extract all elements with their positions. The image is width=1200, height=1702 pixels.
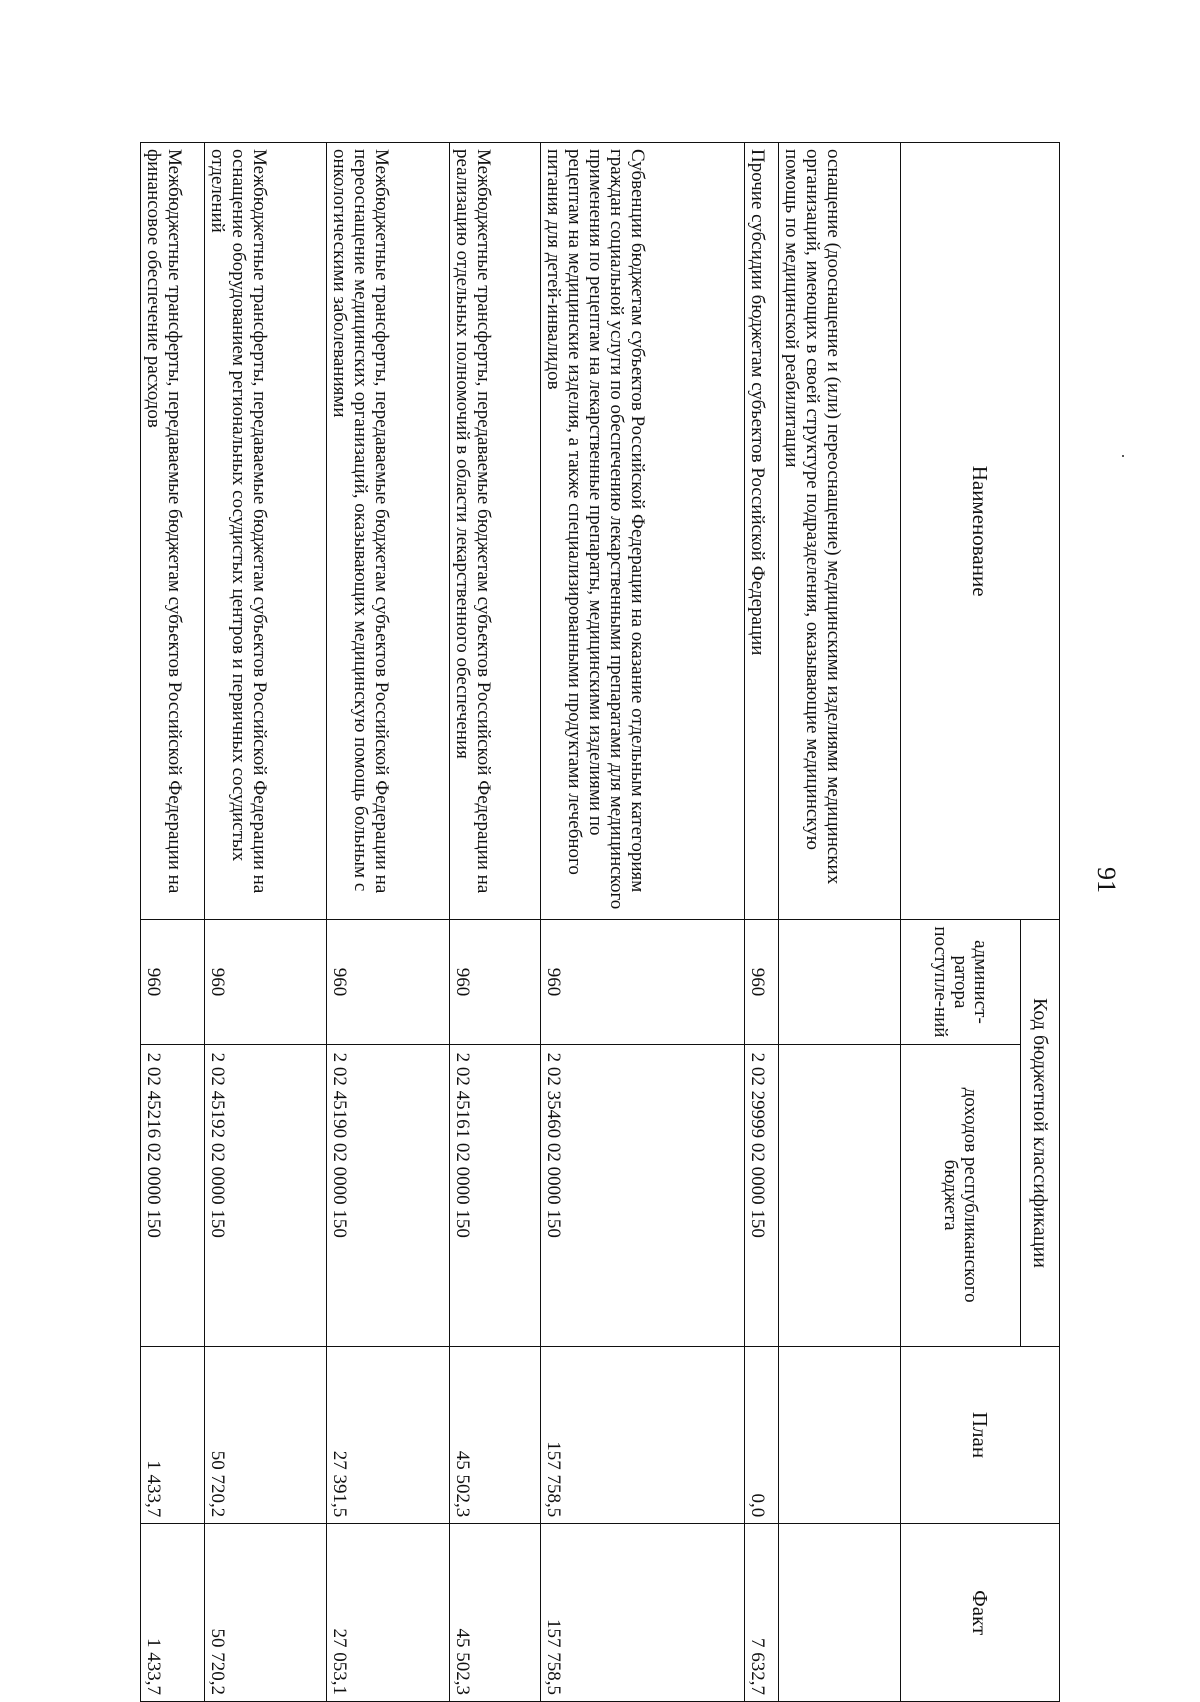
table-row xyxy=(327,143,449,1702)
header-name: Наименование xyxy=(901,143,1060,920)
row-name: Прочие субсидии бюджетам субъектов Российской Федерации xyxy=(745,143,778,920)
row-fact xyxy=(778,1524,900,1702)
row-name: Субвенции бюджетам субъектов Российской Федерации на оказание отдельным категориям граждан социальной услуги по обеспечению лекарственными препаратами для медицинского применения по рецептам на лекарственные препараты, медицинскими изделиями по рецептам на медицинские изделия, а также специализированными продуктами лечебного питания для детей-инвалидов xyxy=(541,143,745,920)
row-admin: 960 xyxy=(541,920,745,1044)
table-row xyxy=(204,143,326,1702)
row-plan xyxy=(778,1346,900,1524)
row-fact: 7 632,7 xyxy=(745,1524,778,1702)
row-plan: 45 502,3 xyxy=(449,1346,541,1524)
row-code: 2 02 29999 02 0000 150 xyxy=(745,1044,778,1346)
table-row xyxy=(745,143,778,1702)
page-number: 91 xyxy=(1092,867,1121,893)
row-fact: 1 433,7 xyxy=(141,1524,205,1702)
row-code xyxy=(778,1044,900,1346)
row-code: 2 02 45216 02 0000 150 xyxy=(141,1044,205,1346)
header-income: доходов республиканского бюджета xyxy=(901,1044,1021,1346)
row-admin: 960 xyxy=(204,920,326,1044)
row-fact: 50 720,2 xyxy=(204,1524,326,1702)
row-code: 2 02 45190 02 0000 150 xyxy=(327,1044,449,1346)
table-row xyxy=(449,143,541,1702)
row-name: Межбюджетные трансферты, передаваемые бюджетам субъектов Российской Федерации на оснащение оборудованием региональных сосудистых центров и первичных сосудистых отделений xyxy=(204,143,326,920)
row-code: 2 02 35460 02 0000 150 xyxy=(541,1044,745,1346)
row-plan: 27 391,5 xyxy=(327,1346,449,1524)
row-fact: 157 758,5 xyxy=(541,1524,745,1702)
row-plan: 50 720,2 xyxy=(204,1346,326,1524)
row-admin: 960 xyxy=(141,920,205,1044)
row-name: Межбюджетные трансферты, передаваемые бюджетам субъектов Российской Федерации на реализацию отдельных полномочий в области лекарственного обеспечения xyxy=(449,143,541,920)
table-row xyxy=(778,143,900,1702)
header-plan: План xyxy=(901,1346,1060,1524)
row-fact: 27 053,1 xyxy=(327,1524,449,1702)
budget-income-table xyxy=(140,142,1060,1702)
row-plan: 0,0 xyxy=(745,1346,778,1524)
row-admin: 960 xyxy=(449,920,541,1044)
scan-speck xyxy=(1122,455,1124,457)
row-admin: 960 xyxy=(327,920,449,1044)
table-row xyxy=(141,143,205,1702)
row-fact: 45 502,3 xyxy=(449,1524,541,1702)
row-code: 2 02 45192 02 0000 150 xyxy=(204,1044,326,1346)
row-plan: 157 758,5 xyxy=(541,1346,745,1524)
row-admin: 960 xyxy=(745,920,778,1044)
row-name: Межбюджетные трансферты, передаваемые бюджетам субъектов Российской Федерации на переоснащение медицинских организаций, оказывающих медицинскую помощь больным с онкологическими заболеваниями xyxy=(327,143,449,920)
header-row-1 xyxy=(1021,143,1060,1702)
row-name: Межбюджетные трансферты, передаваемые бюджетам субъектов Российской Федерации на финансовое обеспечение расходов xyxy=(141,143,205,920)
rotated-table-container xyxy=(140,142,1060,1702)
row-code: 2 02 45161 02 0000 150 xyxy=(449,1044,541,1346)
header-fact: Факт xyxy=(901,1524,1060,1702)
row-plan: 1 433,7 xyxy=(141,1346,205,1524)
row-name: оснащение (дооснащение и (или) переоснащение) медицинскими изделиями медицинских организаций, имеющих в своей структуре подразделения, оказывающие медицинскую помощь по медицинской реабилитации xyxy=(778,143,900,920)
row-admin xyxy=(778,920,900,1044)
header-code-group: Код бюджетной классификации xyxy=(1021,920,1060,1346)
header-admin: админист-ратора поступле-ний xyxy=(901,920,1021,1044)
table-row xyxy=(541,143,745,1702)
